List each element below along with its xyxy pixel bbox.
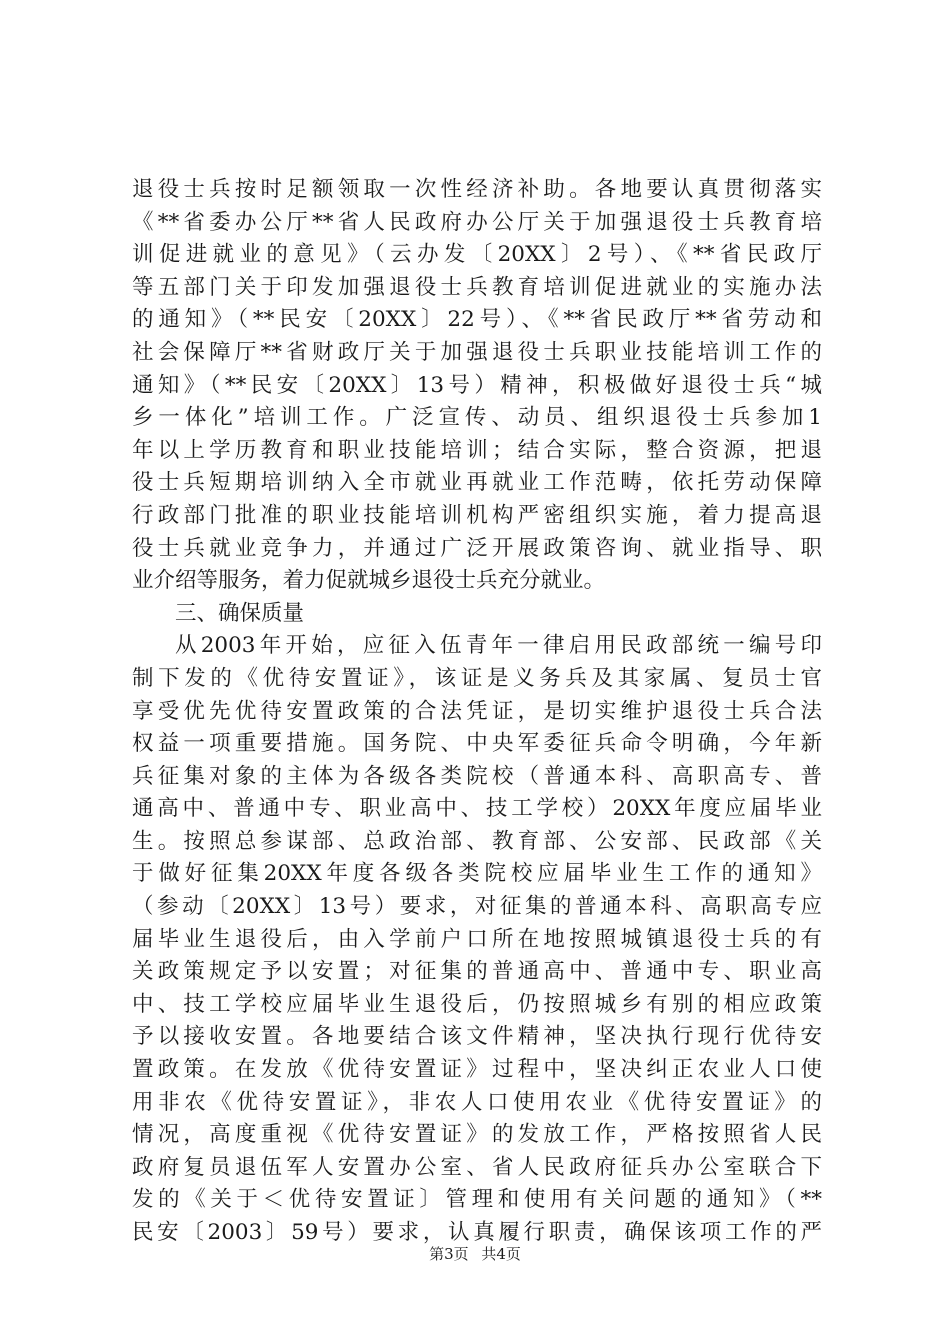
text-line: 政府复员退伍军人安置办公室、省人民政府征兵办公室联合下 bbox=[132, 1154, 822, 1180]
text-line: 行政部门批准的职业技能培训机构严密组织实施，着力提高退 bbox=[132, 502, 822, 528]
text-line: 关政策规定予以安置；对征集的普通高中、普通中专、职业高 bbox=[132, 959, 822, 985]
text-line: 发的《关于＜优待安置证〕管理和使用有关问题的通知》（** bbox=[132, 1187, 822, 1213]
text-line: 通高中、普通中专、职业高中、技工学校）20XX年度应届毕业 bbox=[132, 796, 822, 822]
page-total: 共4页 bbox=[481, 1245, 521, 1263]
section-heading: 三、确保质量 bbox=[175, 600, 305, 626]
text-line: 年以上学历教育和职业技能培训；结合实际，整合资源，把退 bbox=[132, 437, 822, 463]
text-line: 乡一体化”培训工作。广泛宣传、动员、组织退役士兵参加1 bbox=[132, 405, 822, 431]
text-line: 享受优先优待安置政策的合法凭证，是切实维护退役士兵合法 bbox=[132, 698, 822, 724]
text-line: 训促进就业的意见》（云办发〔20XX〕2号）、《**省民政厅 bbox=[132, 242, 822, 268]
text-line: 用非农《优待安置证》，非农人口使用农业《优待安置证》的 bbox=[132, 1089, 822, 1115]
text-line: 等五部门关于印发加强退役士兵教育培训促进就业的实施办法 bbox=[132, 274, 822, 300]
text-line: 于做好征集20XX年度各级各类院校应届毕业生工作的通知》 bbox=[132, 861, 822, 887]
text-line: 通知》（**民安〔20XX〕13号）精神，积极做好退役士兵“城 bbox=[132, 372, 822, 398]
text-line: 役士兵短期培训纳入全市就业再就业工作范畴，依托劳动保障 bbox=[132, 470, 822, 496]
text-line: 兵征集对象的主体为各级各类院校（普通本科、高职高专、普 bbox=[132, 763, 822, 789]
paragraph-training bbox=[132, 174, 822, 598]
text-line: 置政策。在发放《优待安置证》过程中，坚决纠正农业人口使 bbox=[132, 1057, 822, 1083]
text-line: 制下发的《优待安置证》，该证是义务兵及其家属、复员士官 bbox=[132, 665, 822, 691]
page-footer bbox=[0, 1243, 950, 1264]
text-line: 社会保障厅**省财政厅关于加强退役士兵职业技能培训工作的 bbox=[132, 339, 822, 365]
text-line: 权益一项重要措施。国务院、中央军委征兵命令明确，今年新 bbox=[132, 731, 822, 757]
text-line: 生。按照总参谋部、总政治部、教育部、公安部、民政部《关 bbox=[132, 828, 822, 854]
text-line: 的通知》（**民安〔20XX〕22号）、《**省民政厅**省劳动和 bbox=[132, 307, 822, 333]
page-number: 第3页 bbox=[429, 1245, 469, 1263]
document-body bbox=[132, 174, 822, 1250]
text-line: 《**省委办公厅**省人民政府办公厅关于加强退役士兵教育培 bbox=[132, 209, 822, 235]
text-line: 民安〔2003〕59号）要求，认真履行职责，确保该项工作的严 bbox=[132, 1220, 822, 1245]
text-line: （参动〔20XX〕13号）要求，对征集的普通本科、高职高专应 bbox=[132, 894, 822, 920]
text-line: 业介绍等服务，着力促就城乡退役士兵充分就业。 bbox=[132, 568, 606, 594]
text-line: 情况，高度重视《优待安置证》的发放工作，严格按照省人民 bbox=[132, 1122, 822, 1148]
text-line: 从2003年开始，应征入伍青年一律启用民政部统一编号印 bbox=[175, 633, 822, 659]
text-line: 予以接收安置。各地要结合该文件精神，坚决执行现行优待安 bbox=[132, 1024, 822, 1050]
text-line: 退役士兵按时足额领取一次性经济补助。各地要认真贯彻落实 bbox=[132, 177, 822, 202]
paragraph-quality bbox=[132, 630, 822, 1249]
text-line: 中、技工学校应届毕业生退役后，仍按照城乡有别的相应政策 bbox=[132, 991, 822, 1017]
text-line: 届毕业生退役后，由入学前户口所在地按照城镇退役士兵的有 bbox=[132, 926, 822, 952]
text-line: 役士兵就业竞争力，并通过广泛开展政策咨询、就业指导、职 bbox=[132, 535, 822, 561]
